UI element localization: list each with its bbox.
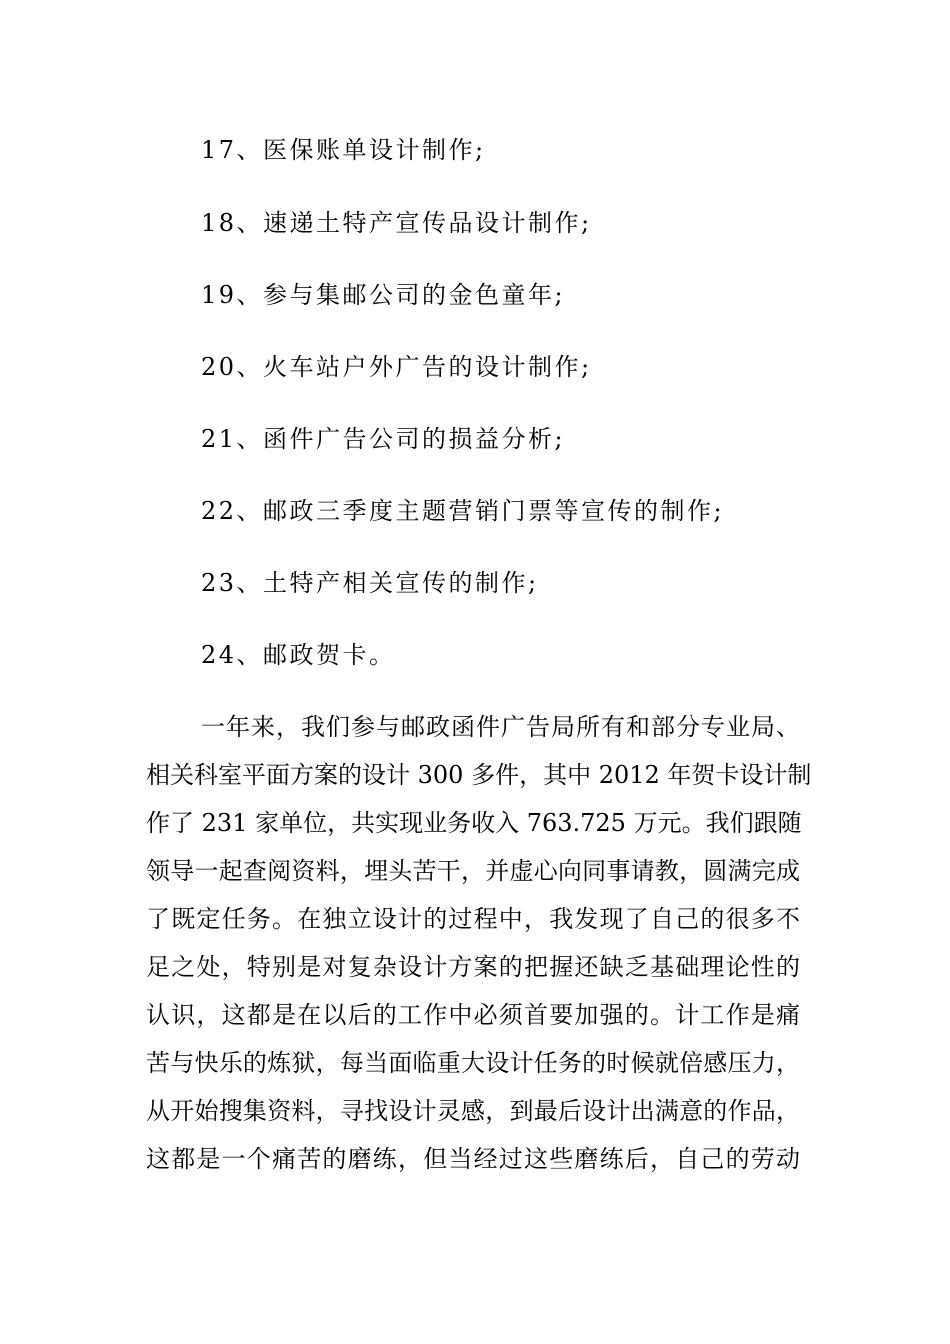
list-item: 18、速递土特产宣传品设计制作; bbox=[201, 209, 592, 237]
paragraph-line: 领导一起查阅资料，埋头苦干，并虚心向同事请教，圆满完成 bbox=[146, 857, 800, 885]
list-item: 21、函件广告公司的损益分析; bbox=[201, 425, 566, 453]
paragraph-line: 认识，这都是在以后的工作中必须首要加强的。计工作是痛 bbox=[146, 1001, 800, 1029]
paragraph-line: 了既定任务。在独立设计的过程中，我发现了自己的很多不 bbox=[146, 905, 800, 933]
list-item: 20、火车站户外广告的设计制作; bbox=[201, 353, 592, 381]
list-item: 19、参与集邮公司的金色童年; bbox=[201, 281, 566, 309]
paragraph-line: 足之处，特别是对复杂设计方案的把握还缺乏基础理论性的 bbox=[146, 953, 800, 981]
list-item: 23、土特产相关宣传的制作; bbox=[201, 569, 539, 597]
list-item: 24、邮政贺卡。 bbox=[201, 641, 396, 669]
paragraph-line: 从开始搜集资料，寻找设计灵感，到最后设计出满意的作品， bbox=[146, 1097, 800, 1125]
paragraph-line: 相关科室平面方案的设计 300 多件，其中 2012 年贺卡设计制 bbox=[146, 761, 812, 789]
paragraph-line: 苦与快乐的炼狱，每当面临重大设计任务的时候就倍感压力， bbox=[146, 1049, 800, 1077]
list-item: 17、医保账单设计制作; bbox=[201, 136, 486, 164]
paragraph-line: 这都是一个痛苦的磨练，但当经过这些磨练后，自己的劳动 bbox=[146, 1145, 800, 1173]
paragraph-line: 作了 231 家单位，共实现业务收入 763.725 万元。我们跟随 bbox=[146, 809, 802, 837]
list-item: 22、邮政三季度主题营销门票等宣传的制作; bbox=[201, 497, 725, 525]
paragraph-line: 一年来，我们参与邮政函件广告局所有和部分专业局、 bbox=[201, 713, 800, 741]
